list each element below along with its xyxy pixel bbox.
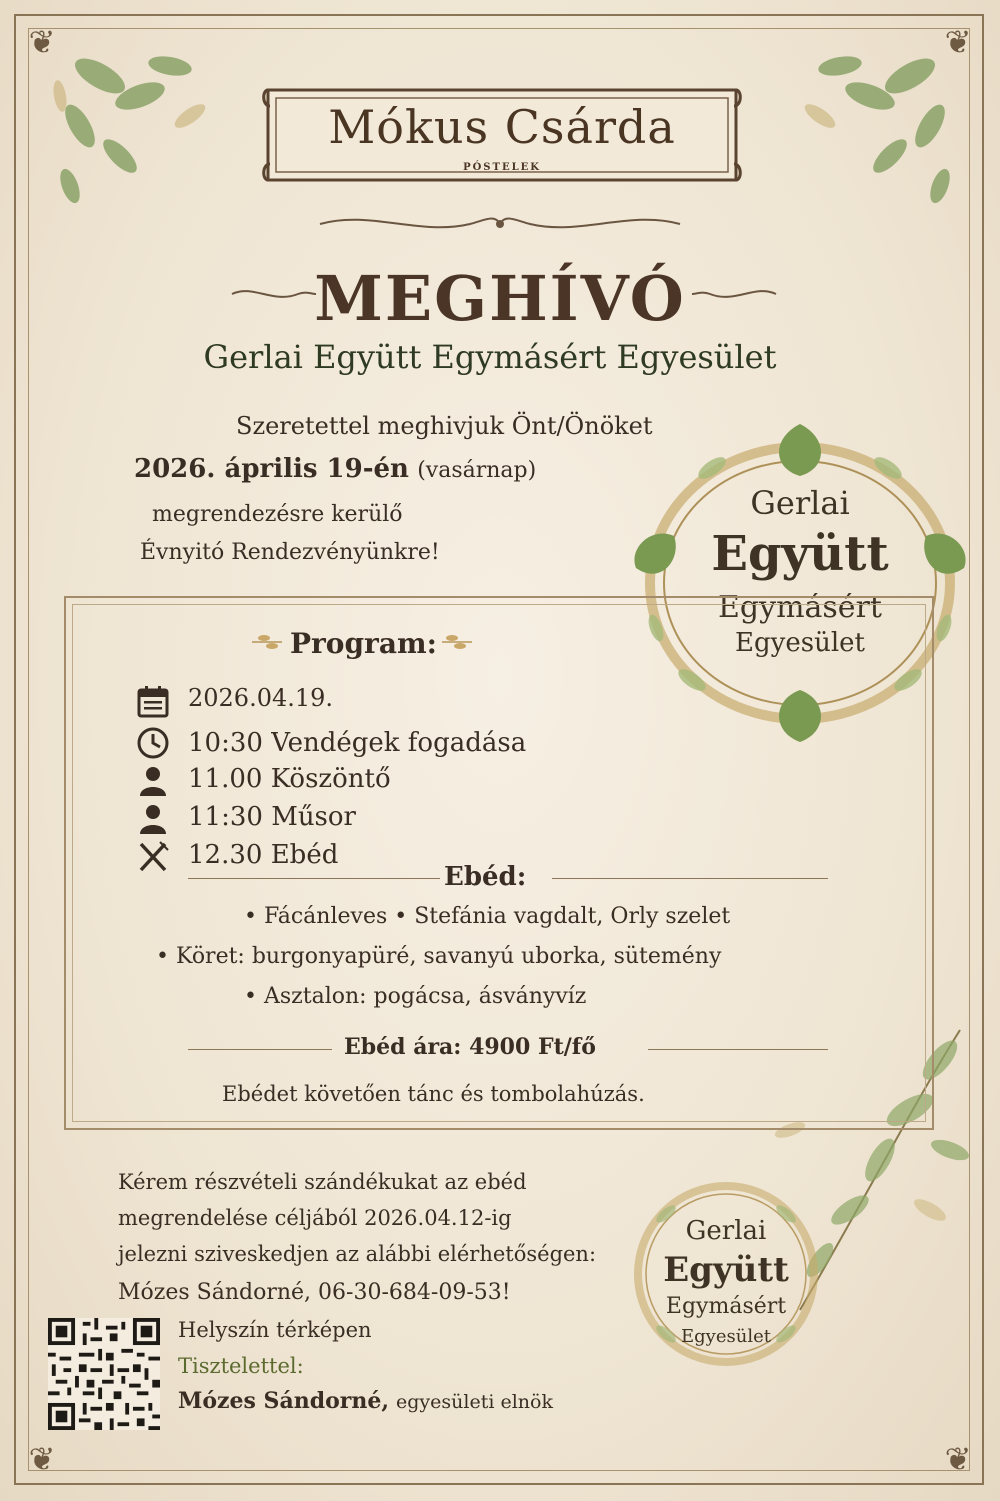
invitation-line: Szeretettel meghivjuk Önt/Önöket (236, 412, 653, 440)
signature (178, 1388, 553, 1414)
restaurant-banner (262, 80, 742, 192)
program-item: 2026.04.19. (188, 684, 334, 712)
invitation-title: MEGHÍVÓ (314, 262, 686, 335)
rsvp-line: megrendelése céljából 2026.04.12-ig (118, 1206, 512, 1230)
signer-name: Mózes Sándorné, (178, 1388, 389, 1414)
leaves-decoration-icon (770, 36, 970, 236)
regards-label: Tisztelettel: (178, 1354, 304, 1378)
divider (188, 878, 440, 879)
program-item: 12.30 Ebéd (188, 840, 339, 870)
sprig-icon (250, 632, 284, 652)
flourish-ornament-icon (310, 206, 690, 242)
restaurant-location: PÓSTELEK (463, 162, 541, 173)
invitation-line: Évnyitó Rendezvényünkre! (140, 540, 440, 565)
fork-knife-icon (136, 840, 170, 874)
divider (552, 878, 828, 879)
program-item: 10:30 Vendégek fogadása (188, 728, 527, 758)
program-item: 11:30 Műsor (188, 802, 356, 832)
clock-icon (136, 726, 170, 760)
logo-word: Egyesület (681, 1326, 771, 1347)
corner-ornament-icon: ❦ (944, 1440, 972, 1478)
rsvp-line: Kérem részvételi szándékukat az ebéd (118, 1170, 527, 1194)
restaurant-name: Mókus Csárda (328, 100, 676, 154)
divider (648, 1049, 828, 1050)
lunch-price: Ebéd ára: 4900 Ft/fő (344, 1034, 596, 1060)
program-item: 11.00 Köszöntő (188, 764, 391, 794)
event-date (134, 454, 536, 484)
calendar-icon (136, 684, 170, 718)
menu-item: • Köret: burgonyapüré, savanyú uborka, sütemény (156, 944, 722, 969)
rsvp-line: jelezni sziveskedjen az alábbi elérhetőségen: (118, 1242, 597, 1266)
rsvp-contact: Mózes Sándorné, 06-30-684-09-53! (118, 1280, 511, 1305)
event-date-bold: 2026. április 19-én (134, 454, 409, 484)
divider (188, 1049, 332, 1050)
after-lunch-note: Ebédet követően tánc és tombolahúzás. (222, 1082, 645, 1106)
leaves-decoration-icon (40, 36, 240, 236)
invitation-line: megrendezésre kerülő (152, 502, 403, 527)
corner-ornament-icon: ❦ (28, 23, 56, 61)
logo-word: Gerlai (685, 1216, 767, 1246)
corner-ornament-icon: ❦ (28, 1440, 56, 1478)
event-weekday: (vasárnap) (417, 458, 537, 483)
logo-word: Együtt (663, 1250, 789, 1290)
signer-role: egyesületi elnök (396, 1391, 553, 1413)
logo-word: Gerlai (750, 484, 850, 522)
logo-word: Egymásért (665, 1294, 787, 1319)
corner-ornament-icon: ❦ (944, 23, 972, 61)
lunch-heading: Ebéd: (444, 862, 527, 892)
menu-item: • Fácánleves • Stefánia vagdalt, Orly szelet (244, 904, 731, 929)
person-icon (136, 802, 170, 836)
person-icon (136, 764, 170, 798)
menu-item: • Asztalon: pogácsa, ásványvíz (244, 984, 587, 1009)
sprig-icon (440, 632, 474, 652)
logo-word: Együtt (711, 526, 889, 582)
logo-word: Egyesület (735, 628, 865, 658)
organization-name: Gerlai Együtt Egymásért Egyesület (203, 338, 777, 376)
qr-code-icon[interactable] (48, 1318, 160, 1430)
logo-word: Egymásért (718, 590, 882, 625)
program-heading: Program: (290, 627, 437, 660)
map-label: Helyszín térképen (178, 1318, 372, 1342)
